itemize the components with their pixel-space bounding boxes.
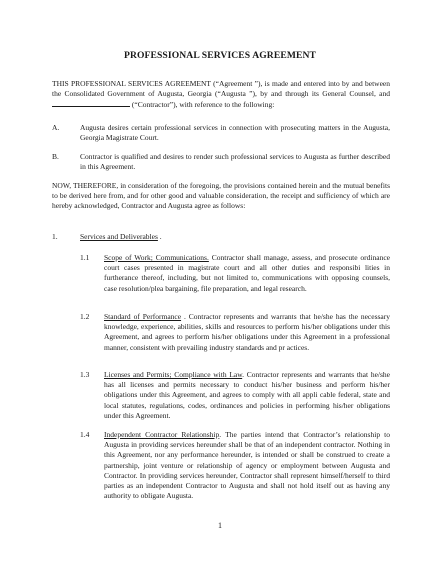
subsection-1-2 [104, 312, 390, 353]
subsection-heading: Independent Contractor Relationship [104, 430, 220, 439]
recital-label-b: B. [52, 152, 59, 161]
subsection-number-1-1: 1.1 [80, 253, 90, 262]
subsection-number-1-3: 1.3 [80, 370, 90, 379]
subsection-number-1-4: 1.4 [80, 430, 90, 439]
now-therefore-paragraph: NOW, THEREFORE, in consideration of the foregoing, the provisions contained herein and the mutual benefits to be derived here from, and for other good and valuable consideration, the receipt and sufficiency of which are hereby acknowledged, Contractor and Augusta agree as follows: [52, 181, 390, 211]
page-number: 1 [218, 521, 222, 530]
subsection-body: Contractor shall manage, assess, and prosecute ordinance court cases presented in magistrate court and all other duties and responsibi lities in furtherance thereof, including, but not limited to, communications with opposing counsels, case resolution/plea bargaining, file preparation, and legal research. [104, 253, 390, 293]
section-title-text: Services and Deliverables [80, 232, 158, 241]
subsection-heading: Standard of Performance [104, 312, 182, 321]
intro-text-continued: (“Contractor”), with reference to the following: [131, 100, 275, 110]
recital-label-a: A. [52, 123, 60, 132]
intro-text: THIS PROFESSIONAL SERVICES AGREEMENT (“Agreement ”), is made and entered into by and between the Consolidated Government of Augusta, Georgia (“Augusta ”), by and through its General Counsel, and [52, 79, 390, 99]
recital-b: Contractor is qualified and desires to render such professional services to Augusta as further described in this Agreement. [80, 152, 390, 172]
section-title [80, 232, 162, 241]
contractor-name-blank [52, 99, 130, 107]
subsection-body: . The parties intend that Contractor’s relationship to Augusta in providing services hereunder shall be that of an independent contractor. Nothing in this Agreement, nor any performance hereunder, is intended or shall be construed to create a partnership, joint venture or relationship of agency or employment between Augusta and Contractor. In providing services hereunder, Contractor shall represent himself/herself to third parties as an independent Contractor to Augusta and shall not hold itself out as having any authority to obligate Augusta. [104, 430, 391, 501]
subsection-heading: Scope of Work; Communications. [104, 253, 209, 262]
subsection-1-4 [104, 430, 390, 501]
section-number: 1. [52, 232, 58, 241]
intro-paragraph [52, 79, 390, 111]
document-title: PROFESSIONAL SERVICES AGREEMENT [123, 50, 317, 61]
subsection-1-3 [104, 370, 390, 421]
section-title-suffix: . [157, 232, 162, 241]
subsection-body: . Contractor represents and warrants that he/she has all licenses and permits necessary to conduct his/her business and perform his/her obligations under this Agreement, and agrees to comply with all appli cable federal, state and local statutes, regulations, codes, ordinances and policies in performing his/her obligations under this Agreement. [104, 370, 390, 420]
subsection-heading: Licenses and Permits; Compliance with Law [104, 370, 243, 379]
subsection-body: . Contractor represents and warrants that he/she has the necessary knowledge, experience, abilities, skills and resources to perform his/her obligations under this Agreement, and agrees to perform his/her obligations under this Agreement in a professional manner, consistent with prevailing industry standards and pr actices. [104, 312, 390, 352]
subsection-1-1 [104, 253, 390, 294]
recital-a: Augusta desires certain professional services in connection with prosecuting matters in the Augusta, Georgia Magistrate Court. [80, 123, 390, 143]
subsection-number-1-2: 1.2 [80, 312, 90, 321]
